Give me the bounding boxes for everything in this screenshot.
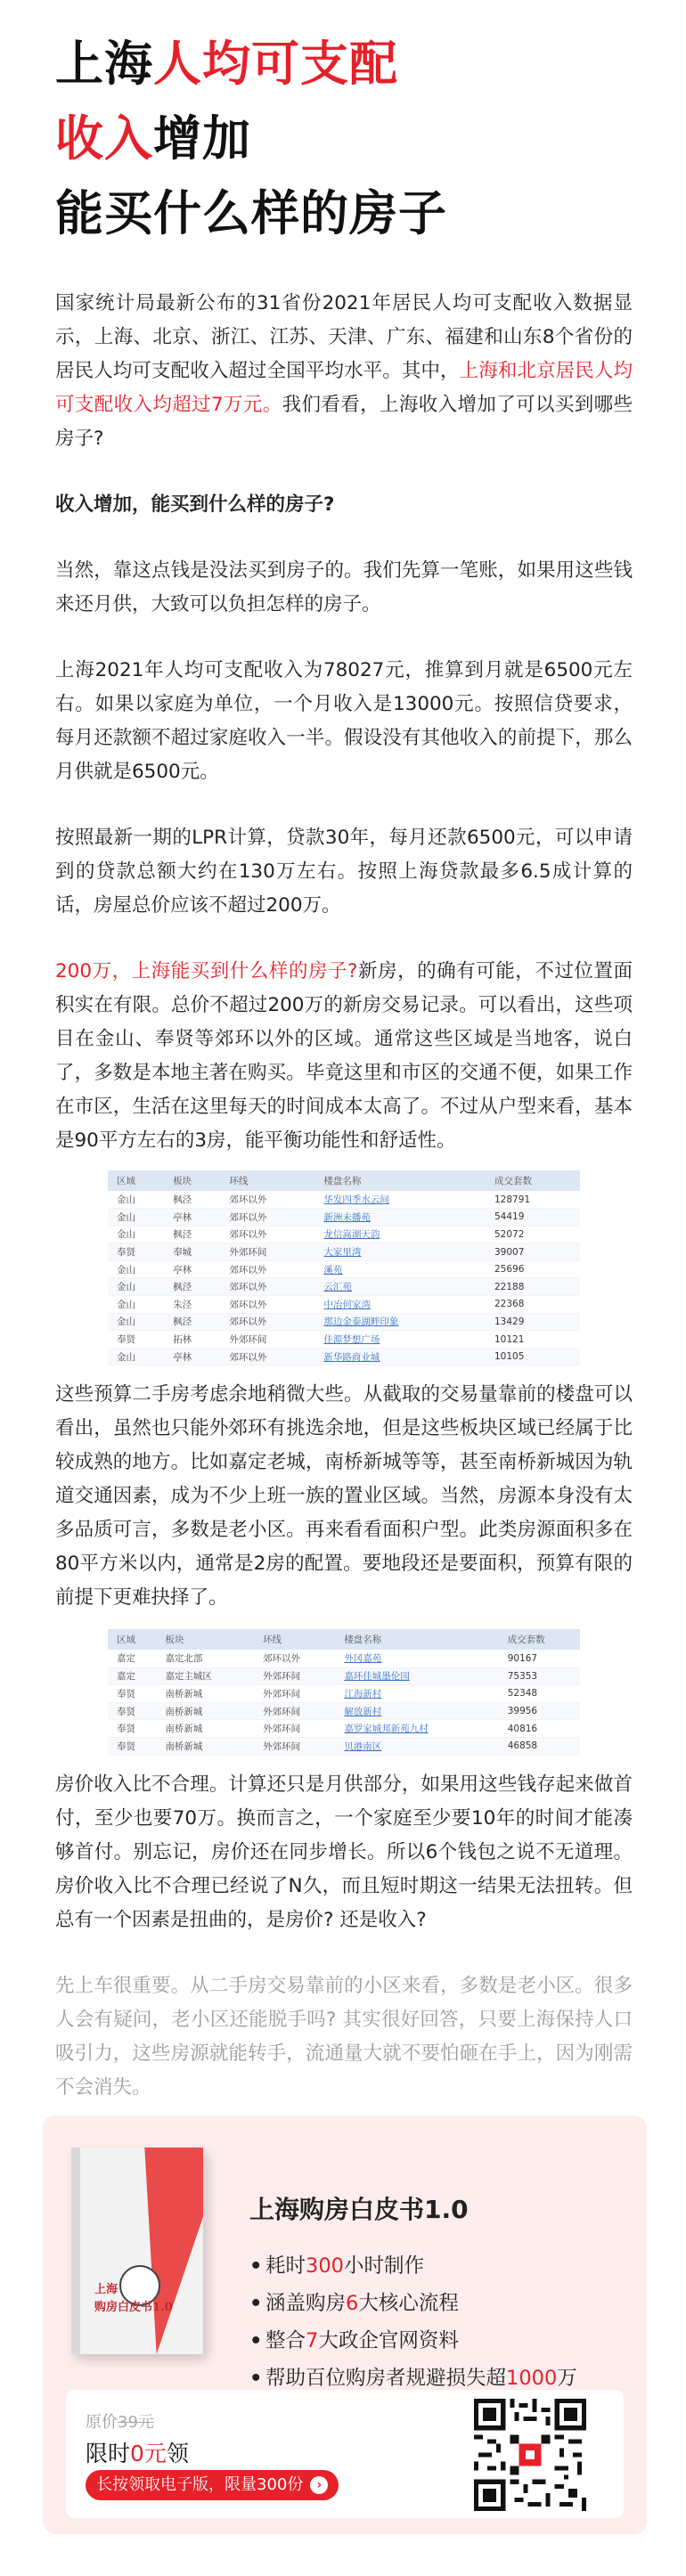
- property-link[interactable]: 解放新村: [335, 1702, 498, 1720]
- table-cell: 南桥新城: [156, 1737, 254, 1755]
- table-cell: 拓林: [164, 1331, 220, 1349]
- table-cell: 46858: [499, 1737, 580, 1755]
- property-link[interactable]: 新华路商业城: [314, 1348, 486, 1365]
- table-cell: 54419: [486, 1209, 580, 1227]
- feature-item: • 耗时300小时制作: [249, 2247, 577, 2285]
- paragraph-6: 200万，上海能买到什么样的房子?新房，的确有可能，不过位置面积实在有限。总价不超过200万的新房交易记录。可以看出，这些项目在金山、奉贤等郊环以外的区域。通常这些区域是当地客，说白了，多数是本地主著在购买。毕竟这里和市区的交通不便，如果工作在市区，生活在这里每天的时间成本太高了。不过从户型来看，基本是90平方左右的3房，能平衡功能性和舒适性。: [55, 960, 633, 1152]
- column-header: 环线: [254, 1629, 335, 1650]
- property-link[interactable]: 嘉环佳城墨伦园: [335, 1667, 498, 1685]
- table-cell: 郊环以外: [220, 1348, 314, 1365]
- table-row: [108, 1650, 580, 1667]
- column-header: 环线: [220, 1170, 314, 1191]
- table-cell: 奉贤: [108, 1737, 156, 1755]
- promo-claim-card[interactable]: [66, 2390, 624, 2518]
- table-cell: 奉贤: [108, 1243, 164, 1261]
- table-cell: 枫泾: [164, 1278, 220, 1296]
- claim-button[interactable]: 长按领取电子版，限量300份 ›: [86, 2470, 339, 2500]
- table-cell: 外郊环间: [254, 1702, 335, 1720]
- original-price: 原价39元: [86, 2413, 154, 2432]
- title-line-2: 收入增加: [55, 110, 251, 167]
- table-row: [108, 1348, 580, 1365]
- column-header: 楼盘名称: [314, 1170, 486, 1191]
- article-body: [0, 287, 686, 2105]
- bullet-icon: •: [249, 2367, 263, 2390]
- new-home-table: [108, 1170, 580, 1365]
- table-cell: 128791: [486, 1191, 580, 1209]
- table-cell: 郊环以外: [220, 1278, 314, 1296]
- table-cell: 10105: [486, 1348, 580, 1365]
- title-line-3: 能买什么样的房子: [55, 185, 447, 241]
- table-cell: 外郊环间: [254, 1737, 335, 1755]
- paragraph-5: 按照最新一期的LPR计算，贷款30年，每月还款6500元，可以申请到的贷款总额大约在130万左右。按照上海贷款最多6.5成计算的话，房屋总价应该不超过200万。: [55, 827, 633, 917]
- property-link[interactable]: 华发四季水云间: [314, 1191, 486, 1209]
- table-cell: 奉贤: [108, 1720, 156, 1738]
- column-header: 成交套数: [499, 1629, 580, 1650]
- table-cell: 奉贤: [108, 1702, 156, 1720]
- property-link[interactable]: 江海新村: [335, 1685, 498, 1703]
- table-row: [108, 1243, 580, 1261]
- property-link[interactable]: 溪苑: [314, 1260, 486, 1278]
- whitepaper-promo[interactable]: [43, 2115, 647, 2534]
- paragraph-1: 国家统计局最新公布的31省份2021年居民人均可支配收入数据显示，上海、北京、浙江、江苏、天津、广东、福建和山东8个省份的居民人均可支配收入超过全国平均水平。其中，上海和北京居民人均可支配收入均超过7万元。我们看看，上海收入增加了可以买到哪些房子?: [55, 292, 633, 450]
- property-link[interactable]: 中冶何家湾: [314, 1296, 486, 1314]
- paragraph-9: 先上车很重要。从二手房交易靠前的小区来看，多数是老小区。很多人会有疑问，老小区还能脱手吗? 其实很好回答，只要上海保持人口吸引力，这些房源就能转手，流通量大就不要怕砸在手上，因为刚需不会消失。: [55, 1974, 633, 2099]
- paragraph-2-heading: 收入增加，能买到什么样的房子?: [55, 493, 335, 516]
- table-cell: 金山: [108, 1260, 164, 1278]
- table-cell: 亭林: [164, 1209, 220, 1227]
- table-cell: 枫泾: [164, 1191, 220, 1209]
- table-cell: 金山: [108, 1313, 164, 1331]
- column-header: 楼盘名称: [335, 1629, 498, 1650]
- table-cell: 13429: [486, 1313, 580, 1331]
- table-cell: 南桥新城: [156, 1720, 254, 1738]
- bullet-icon: •: [249, 2254, 263, 2278]
- table-cell: 枫泾: [164, 1313, 220, 1331]
- table-cell: 22368: [486, 1296, 580, 1314]
- table-row: [108, 1702, 580, 1720]
- article-title: [0, 0, 686, 251]
- paragraph-8: 房价收入比不合理。计算还只是月供部分，如果用这些钱存起来做首付，至少也要70万。换而言之，一个家庭至少要10年的时间才能凑够首付。别忘记，房价还在同步增长。所以6个钱包之说不无道理。房价收入比不合理已经说了N久，而且短时期这一结果无法扭转。但总有一个因素是扭曲的，是房价? 还是收入?: [55, 1773, 633, 1931]
- table-row: [108, 1226, 580, 1243]
- table-cell: 郊环以外: [254, 1650, 335, 1667]
- table-header-row: [108, 1170, 580, 1191]
- property-link[interactable]: 贝港南区: [335, 1737, 498, 1755]
- table-cell: 奉城: [164, 1243, 220, 1261]
- limited-price: 限时0元领: [86, 2441, 189, 2466]
- table-cell: 金山: [108, 1278, 164, 1296]
- column-header: 板块: [156, 1629, 254, 1650]
- table-cell: 南桥新城: [156, 1685, 254, 1703]
- paragraph-4: 上海2021年人均可支配收入为78027元，推算到月就是6500元左右。如果以家庭为单位，一个月收入是13000元。按照信贷要求，每月还款额不超过家庭收入一半。假设没有其他收入的前提下，那么月供就是6500元。: [55, 659, 633, 783]
- table-cell: 郊环以外: [220, 1226, 314, 1243]
- table-row: [108, 1209, 580, 1227]
- table-cell: 52072: [486, 1226, 580, 1243]
- property-link[interactable]: 龙信嵩湖天韵: [314, 1226, 486, 1243]
- second-hand-table: [108, 1629, 580, 1755]
- table-row: [108, 1278, 580, 1296]
- column-header: 区域: [108, 1170, 164, 1191]
- table-cell: 郊环以外: [220, 1260, 314, 1278]
- paragraph-3: 当然，靠这点钱是没法买到房子的。我们先算一笔账，如果用这些钱来还月供，大致可以负担怎样的房子。: [55, 559, 633, 615]
- table-cell: 郊环以外: [220, 1191, 314, 1209]
- table-cell: 嘉定: [108, 1667, 156, 1685]
- table-cell: 外郊环间: [254, 1667, 335, 1685]
- feature-item: • 整合7大政企官网资料: [249, 2322, 577, 2360]
- table-cell: 金山: [108, 1191, 164, 1209]
- table-cell: 25696: [486, 1260, 580, 1278]
- property-link[interactable]: 大家里湾: [314, 1243, 486, 1261]
- table-row: [108, 1720, 580, 1738]
- table-cell: 外郊环间: [254, 1720, 335, 1738]
- table-cell: 52348: [499, 1685, 580, 1703]
- property-link[interactable]: 云汇苑: [314, 1278, 486, 1296]
- promo-title: 上海购房白皮书1.0: [249, 2195, 469, 2224]
- bullet-icon: •: [249, 2292, 263, 2315]
- table-cell: 郊环以外: [220, 1209, 314, 1227]
- table-cell: 外郊环间: [220, 1243, 314, 1261]
- property-link[interactable]: 那边金泰湖畔印象: [314, 1313, 486, 1331]
- table-cell: 外郊环间: [220, 1331, 314, 1349]
- table-row: [108, 1331, 580, 1349]
- title-line-1: 上海人均可支配: [55, 36, 398, 92]
- book-cover-stripe: [116, 2148, 203, 2354]
- property-link[interactable]: 嘉罗家城邦新苑九村: [335, 1720, 498, 1738]
- table-row: [108, 1685, 580, 1703]
- table-cell: 金山: [108, 1348, 164, 1365]
- table-cell: 40816: [499, 1720, 580, 1738]
- paragraph-7: 这些预算二手房考虑余地稍微大些。从截取的交易量靠前的楼盘可以看出，虽然也只能外郊环有挑选余地，但是这些板块区域已经属于比较成熟的地方。比如嘉定老城，南桥新城等等，甚至南桥新城因为轨道交通因素，成为不少上班一族的置业区域。当然，房源本身没有太多品质可言，多数是老小区。再来看看面积户型。此类房源面积多在80平方米以内，通常是2房的配置。要地段还是要面积，预算有限的前提下更难抉择了。: [55, 1383, 633, 1610]
- table-cell: 嘉定北部: [156, 1650, 254, 1667]
- table-cell: 39007: [486, 1243, 580, 1261]
- property-link[interactable]: 新洲未播苑: [314, 1209, 486, 1227]
- table-cell: 22188: [486, 1278, 580, 1296]
- table-cell: 嘉定: [108, 1650, 156, 1667]
- table-cell: 郊环以外: [220, 1296, 314, 1314]
- table-cell: 亭林: [164, 1348, 220, 1365]
- table-cell: 郊环以外: [220, 1313, 314, 1331]
- table-row: [108, 1296, 580, 1314]
- bullet-icon: •: [249, 2329, 263, 2352]
- table-cell: 嘉定主城区: [156, 1667, 254, 1685]
- table-cell: 90167: [499, 1650, 580, 1667]
- book-cover-label: 上海 购房白皮书1.0: [94, 2283, 173, 2314]
- feature-item: • 涵盖购房6大核心流程: [249, 2285, 577, 2322]
- table-row: [108, 1191, 580, 1209]
- table-cell: 奉贤: [108, 1685, 156, 1703]
- table-row: [108, 1667, 580, 1685]
- column-header: 区域: [108, 1629, 156, 1650]
- table-cell: 奉贤: [108, 1331, 164, 1349]
- table-cell: 金山: [108, 1296, 164, 1314]
- qr-code-icon[interactable]: [474, 2399, 586, 2511]
- feature-item: • 帮助百位购房者规避损失超1000万: [249, 2360, 577, 2397]
- table-row: [108, 1313, 580, 1331]
- table-cell: 朱泾: [164, 1296, 220, 1314]
- table-row: [108, 1260, 580, 1278]
- table-cell: 10121: [486, 1331, 580, 1349]
- table-cell: 南桥新城: [156, 1702, 254, 1720]
- table-cell: 39956: [499, 1702, 580, 1720]
- arrow-right-icon: ›: [310, 2476, 328, 2494]
- table-cell: 外郊环间: [254, 1685, 335, 1703]
- table-cell: 亭林: [164, 1260, 220, 1278]
- table-row: [108, 1737, 580, 1755]
- promo-feature-list: [249, 2247, 577, 2397]
- table-cell: 枫泾: [164, 1226, 220, 1243]
- table-header-row: [108, 1629, 580, 1650]
- column-header: 板块: [164, 1170, 220, 1191]
- property-link[interactable]: 佳源梦想广场: [314, 1331, 486, 1349]
- table-cell: 75353: [499, 1667, 580, 1685]
- table-cell: 金山: [108, 1226, 164, 1243]
- book-cover-image: [71, 2148, 203, 2354]
- table-cell: 金山: [108, 1209, 164, 1227]
- column-header: 成交套数: [486, 1170, 580, 1191]
- property-link[interactable]: 外冈嘉苑: [335, 1650, 498, 1667]
